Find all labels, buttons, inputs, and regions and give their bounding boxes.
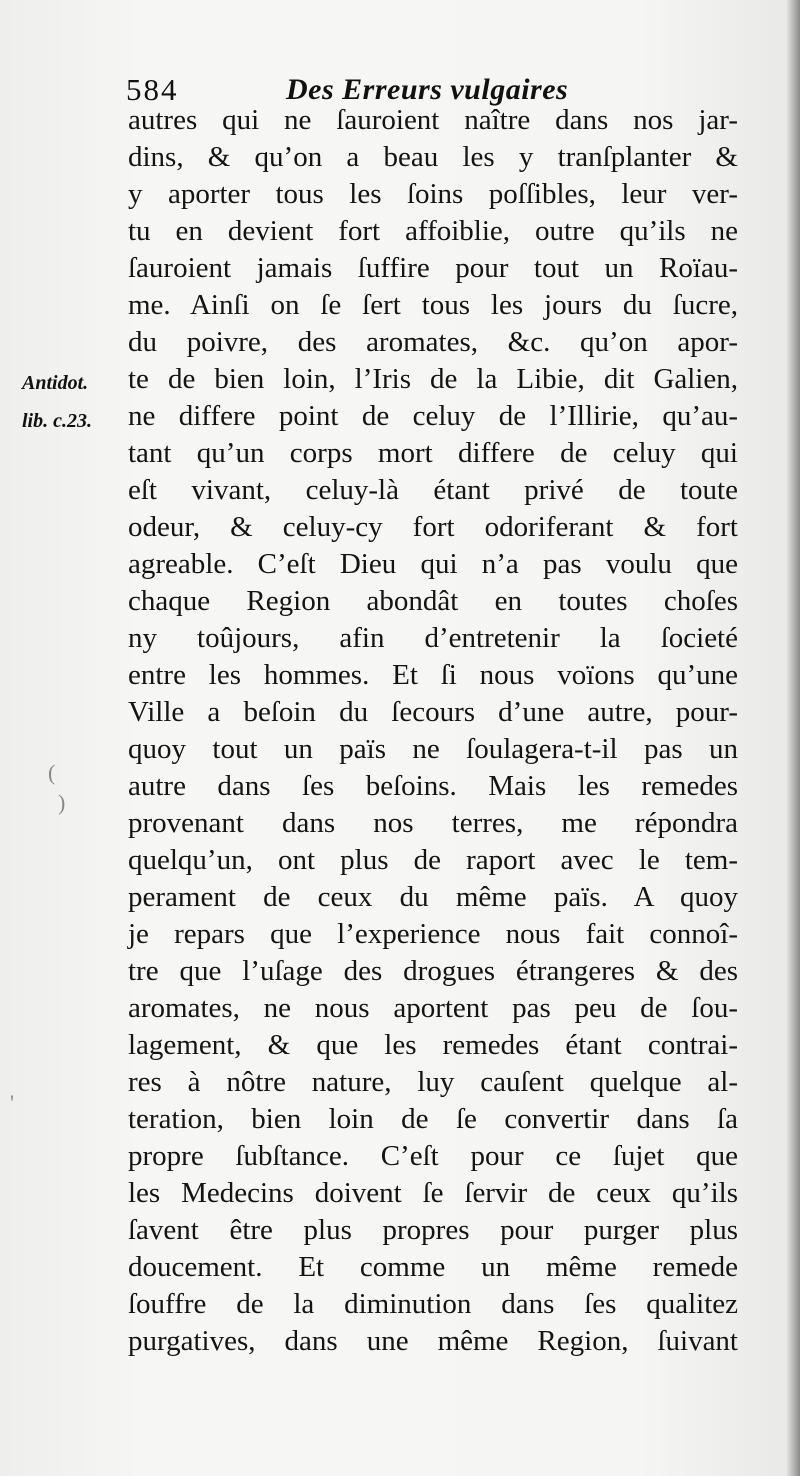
bleed-through-mark: ) — [58, 790, 66, 815]
text-line: je repars que l’experience nous fait connoî- — [128, 918, 738, 950]
text-line: du poivre, des aromates, &c. qu’on apor- — [128, 326, 738, 358]
text-line: propre ſubſtance. C’eſt pour ce ſujet que — [128, 1140, 738, 1172]
text-line: quoy tout un païs ne ſoulagera-t-il pas un — [128, 733, 738, 765]
margin-note-lib: lib. c.23. — [22, 410, 92, 432]
text-line: purgatives, dans une même Region, ſuivant — [128, 1325, 738, 1357]
text-line: lagement, & que les remedes étant contrai- — [128, 1029, 738, 1061]
text-line: tant qu’un corps mort differe de celuy qui — [128, 437, 738, 469]
bleed-through-mark: ( — [48, 760, 56, 785]
text-line: entre les hommes. Et ſi nous voïons qu’une — [128, 659, 738, 691]
running-title: Des Erreurs vulgaires — [286, 73, 569, 106]
text-line: Ville a beſoin du ſecours d’une autre, pour- — [128, 696, 738, 728]
text-line: provenant dans nos terres, me répondra — [128, 807, 738, 839]
text-line: ne differe point de celuy de l’Illirie, qu’au- — [128, 400, 738, 432]
text-line: eſt vivant, celuy-là étant privé de toute — [128, 474, 738, 506]
text-line: ny toûjours, afin d’entretenir la ſocieté — [128, 622, 738, 654]
text-line: agreable. C’eſt Dieu qui n’a pas voulu que — [128, 548, 738, 580]
body-text — [128, 102, 738, 1360]
text-line: teration, bien loin de ſe convertir dans ſa — [128, 1103, 738, 1135]
text-line: ſavent être plus propres pour purger plus — [128, 1214, 738, 1246]
text-line: ſouffre de la diminution dans ſes qualitez — [128, 1288, 738, 1320]
text-line: te de bien loin, l’Iris de la Libie, dit Galien, — [128, 363, 738, 395]
text-line: dins, & qu’on a beau les y tranſplanter & — [128, 141, 738, 173]
text-line: aromates, ne nous aportent pas peu de ſou- — [128, 992, 738, 1024]
page-number: 584 — [126, 72, 179, 107]
text-line: odeur, & celuy-cy fort odoriferant & fort — [128, 511, 738, 543]
text-line: ſauroient jamais ſuffire pour tout un Roïau- — [128, 252, 738, 284]
text-line: autre dans ſes beſoins. Mais les remedes — [128, 770, 738, 802]
text-line: tu en devient fort affoiblie, outre qu’ils ne — [128, 215, 738, 247]
text-line: tre que l’uſage des drogues étrangeres & des — [128, 955, 738, 987]
text-line: quelqu’un, ont plus de raport avec le tem- — [128, 844, 738, 876]
text-line: perament de ceux du même païs. A quoy — [128, 881, 738, 913]
text-line: doucement. Et comme un même remede — [128, 1251, 738, 1283]
text-line: les Medecins doivent ſe ſervir de ceux qu’ils — [128, 1177, 738, 1209]
text-line: y aporter tous les ſoins poſſibles, leur ver- — [128, 178, 738, 210]
text-line: chaque Region abondât en toutes choſes — [128, 585, 738, 617]
text-line: res à nôtre nature, luy cauſent quelque al- — [128, 1066, 738, 1098]
bleed-through-mark: ' — [10, 1090, 14, 1115]
text-line: autres qui ne ſauroient naître dans nos jar- — [128, 104, 738, 136]
margin-note-antidot: Antidot. — [22, 372, 89, 394]
text-line: me. Ainſi on ſe ſert tous les jours du ſucre, — [128, 289, 738, 321]
